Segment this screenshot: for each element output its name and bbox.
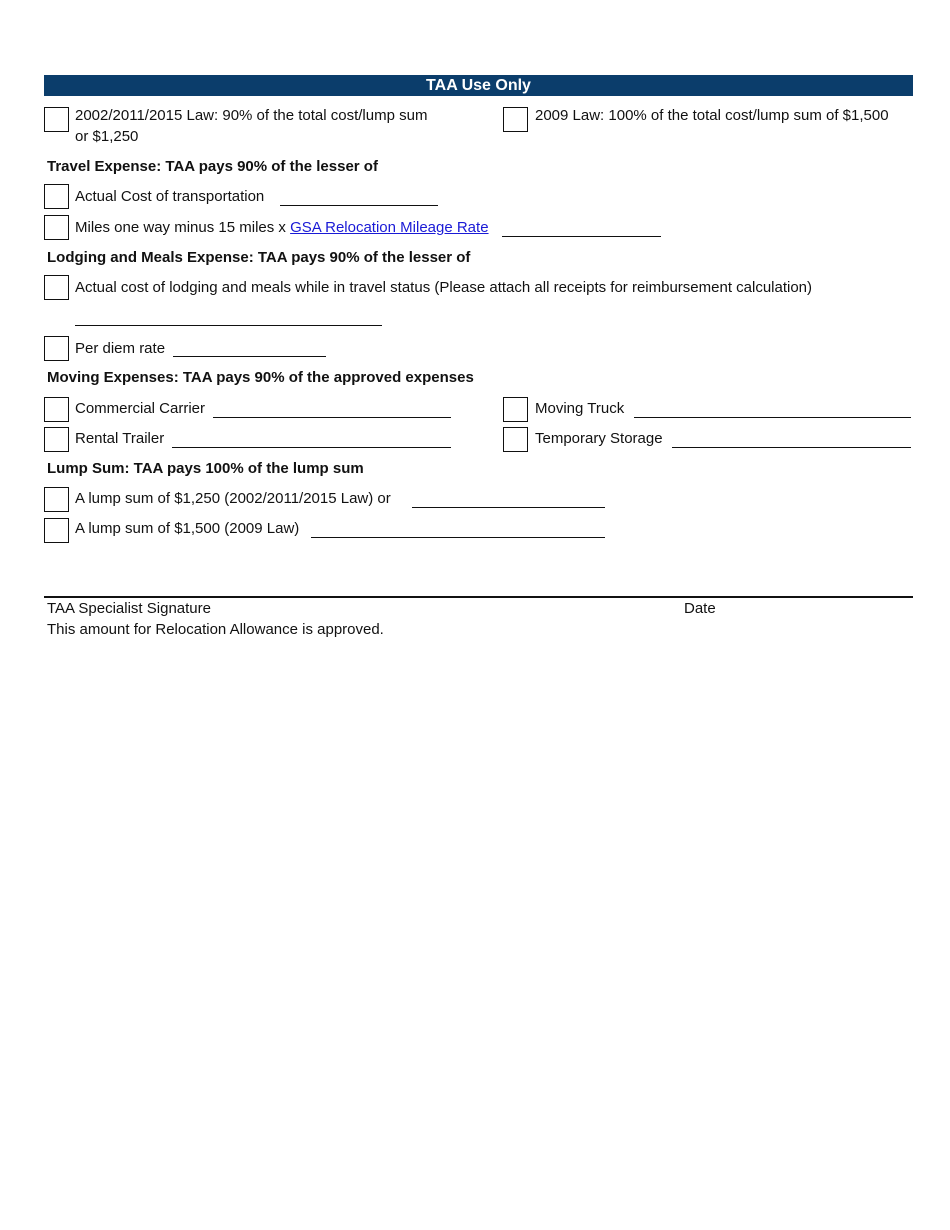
lodging-meals-cost-field[interactable] <box>75 325 382 326</box>
date-label: Date <box>684 600 716 617</box>
law-2009-label: 2009 Law: 100% of the total cost/lump sum of $1,500 <box>535 107 889 124</box>
moving-truck-checkbox[interactable] <box>503 397 528 422</box>
travel-expense-heading: Travel Expense: TAA pays 90% of the lesser of <box>47 158 378 175</box>
commercial-carrier-field[interactable] <box>213 417 451 418</box>
rental-trailer-label: Rental Trailer <box>75 430 165 447</box>
law-2002-2011-2015-label-cont: or $1,250 <box>75 128 139 145</box>
lodging-meals-heading: Lodging and Meals Expense: TAA pays 90% of the lesser of <box>47 249 471 266</box>
temporary-storage-checkbox[interactable] <box>503 427 528 452</box>
moving-truck-field[interactable] <box>634 417 911 418</box>
commercial-carrier-checkbox[interactable] <box>44 397 69 422</box>
rental-trailer-checkbox[interactable] <box>44 427 69 452</box>
gsa-mileage-rate-link[interactable]: GSA Relocation Mileage Rate <box>290 219 489 236</box>
per-diem-field[interactable] <box>173 356 326 357</box>
per-diem-label: Per diem rate <box>75 340 166 357</box>
lump-sum-1500-field[interactable] <box>311 537 605 538</box>
temporary-storage-label: Temporary Storage <box>535 430 663 447</box>
law-2009-checkbox[interactable] <box>503 107 528 132</box>
mileage-field[interactable] <box>502 236 661 237</box>
law-2002-2011-2015-label: 2002/2011/2015 Law: 90% of the total cost/lump sum <box>75 107 428 124</box>
lump-sum-1250-checkbox[interactable] <box>44 487 69 512</box>
section-header: TAA Use Only <box>44 75 913 96</box>
temporary-storage-field[interactable] <box>672 447 911 448</box>
lump-sum-1250-label: A lump sum of $1,250 (2002/2011/2015 Law) or <box>75 490 391 507</box>
actual-transport-cost-checkbox[interactable] <box>44 184 69 209</box>
actual-transport-cost-field[interactable] <box>280 205 438 206</box>
moving-expenses-heading: Moving Expenses: TAA pays 90% of the approved expenses <box>47 369 474 386</box>
signature-line[interactable] <box>44 596 913 598</box>
mileage-label: Miles one way minus 15 miles x <box>75 219 286 236</box>
lump-sum-1500-label: A lump sum of $1,500 (2009 Law) <box>75 520 300 537</box>
mileage-row <box>75 219 489 236</box>
commercial-carrier-label: Commercial Carrier <box>75 400 206 417</box>
per-diem-checkbox[interactable] <box>44 336 69 361</box>
moving-truck-label: Moving Truck <box>535 400 625 417</box>
approval-text: This amount for Relocation Allowance is approved. <box>47 621 384 638</box>
rental-trailer-field[interactable] <box>172 447 451 448</box>
lodging-meals-cost-label: Actual cost of lodging and meals while in travel status (Please attach all receipts for reimbursement calculation) <box>75 279 813 296</box>
law-2002-2011-2015-checkbox[interactable] <box>44 107 69 132</box>
mileage-checkbox[interactable] <box>44 215 69 240</box>
specialist-signature-label: TAA Specialist Signature <box>47 600 211 617</box>
actual-transport-cost-label: Actual Cost of transportation <box>75 188 265 205</box>
lump-sum-1500-checkbox[interactable] <box>44 518 69 543</box>
lump-sum-heading: Lump Sum: TAA pays 100% of the lump sum <box>47 460 364 477</box>
lump-sum-1250-field[interactable] <box>412 507 605 508</box>
lodging-meals-cost-checkbox[interactable] <box>44 275 69 300</box>
